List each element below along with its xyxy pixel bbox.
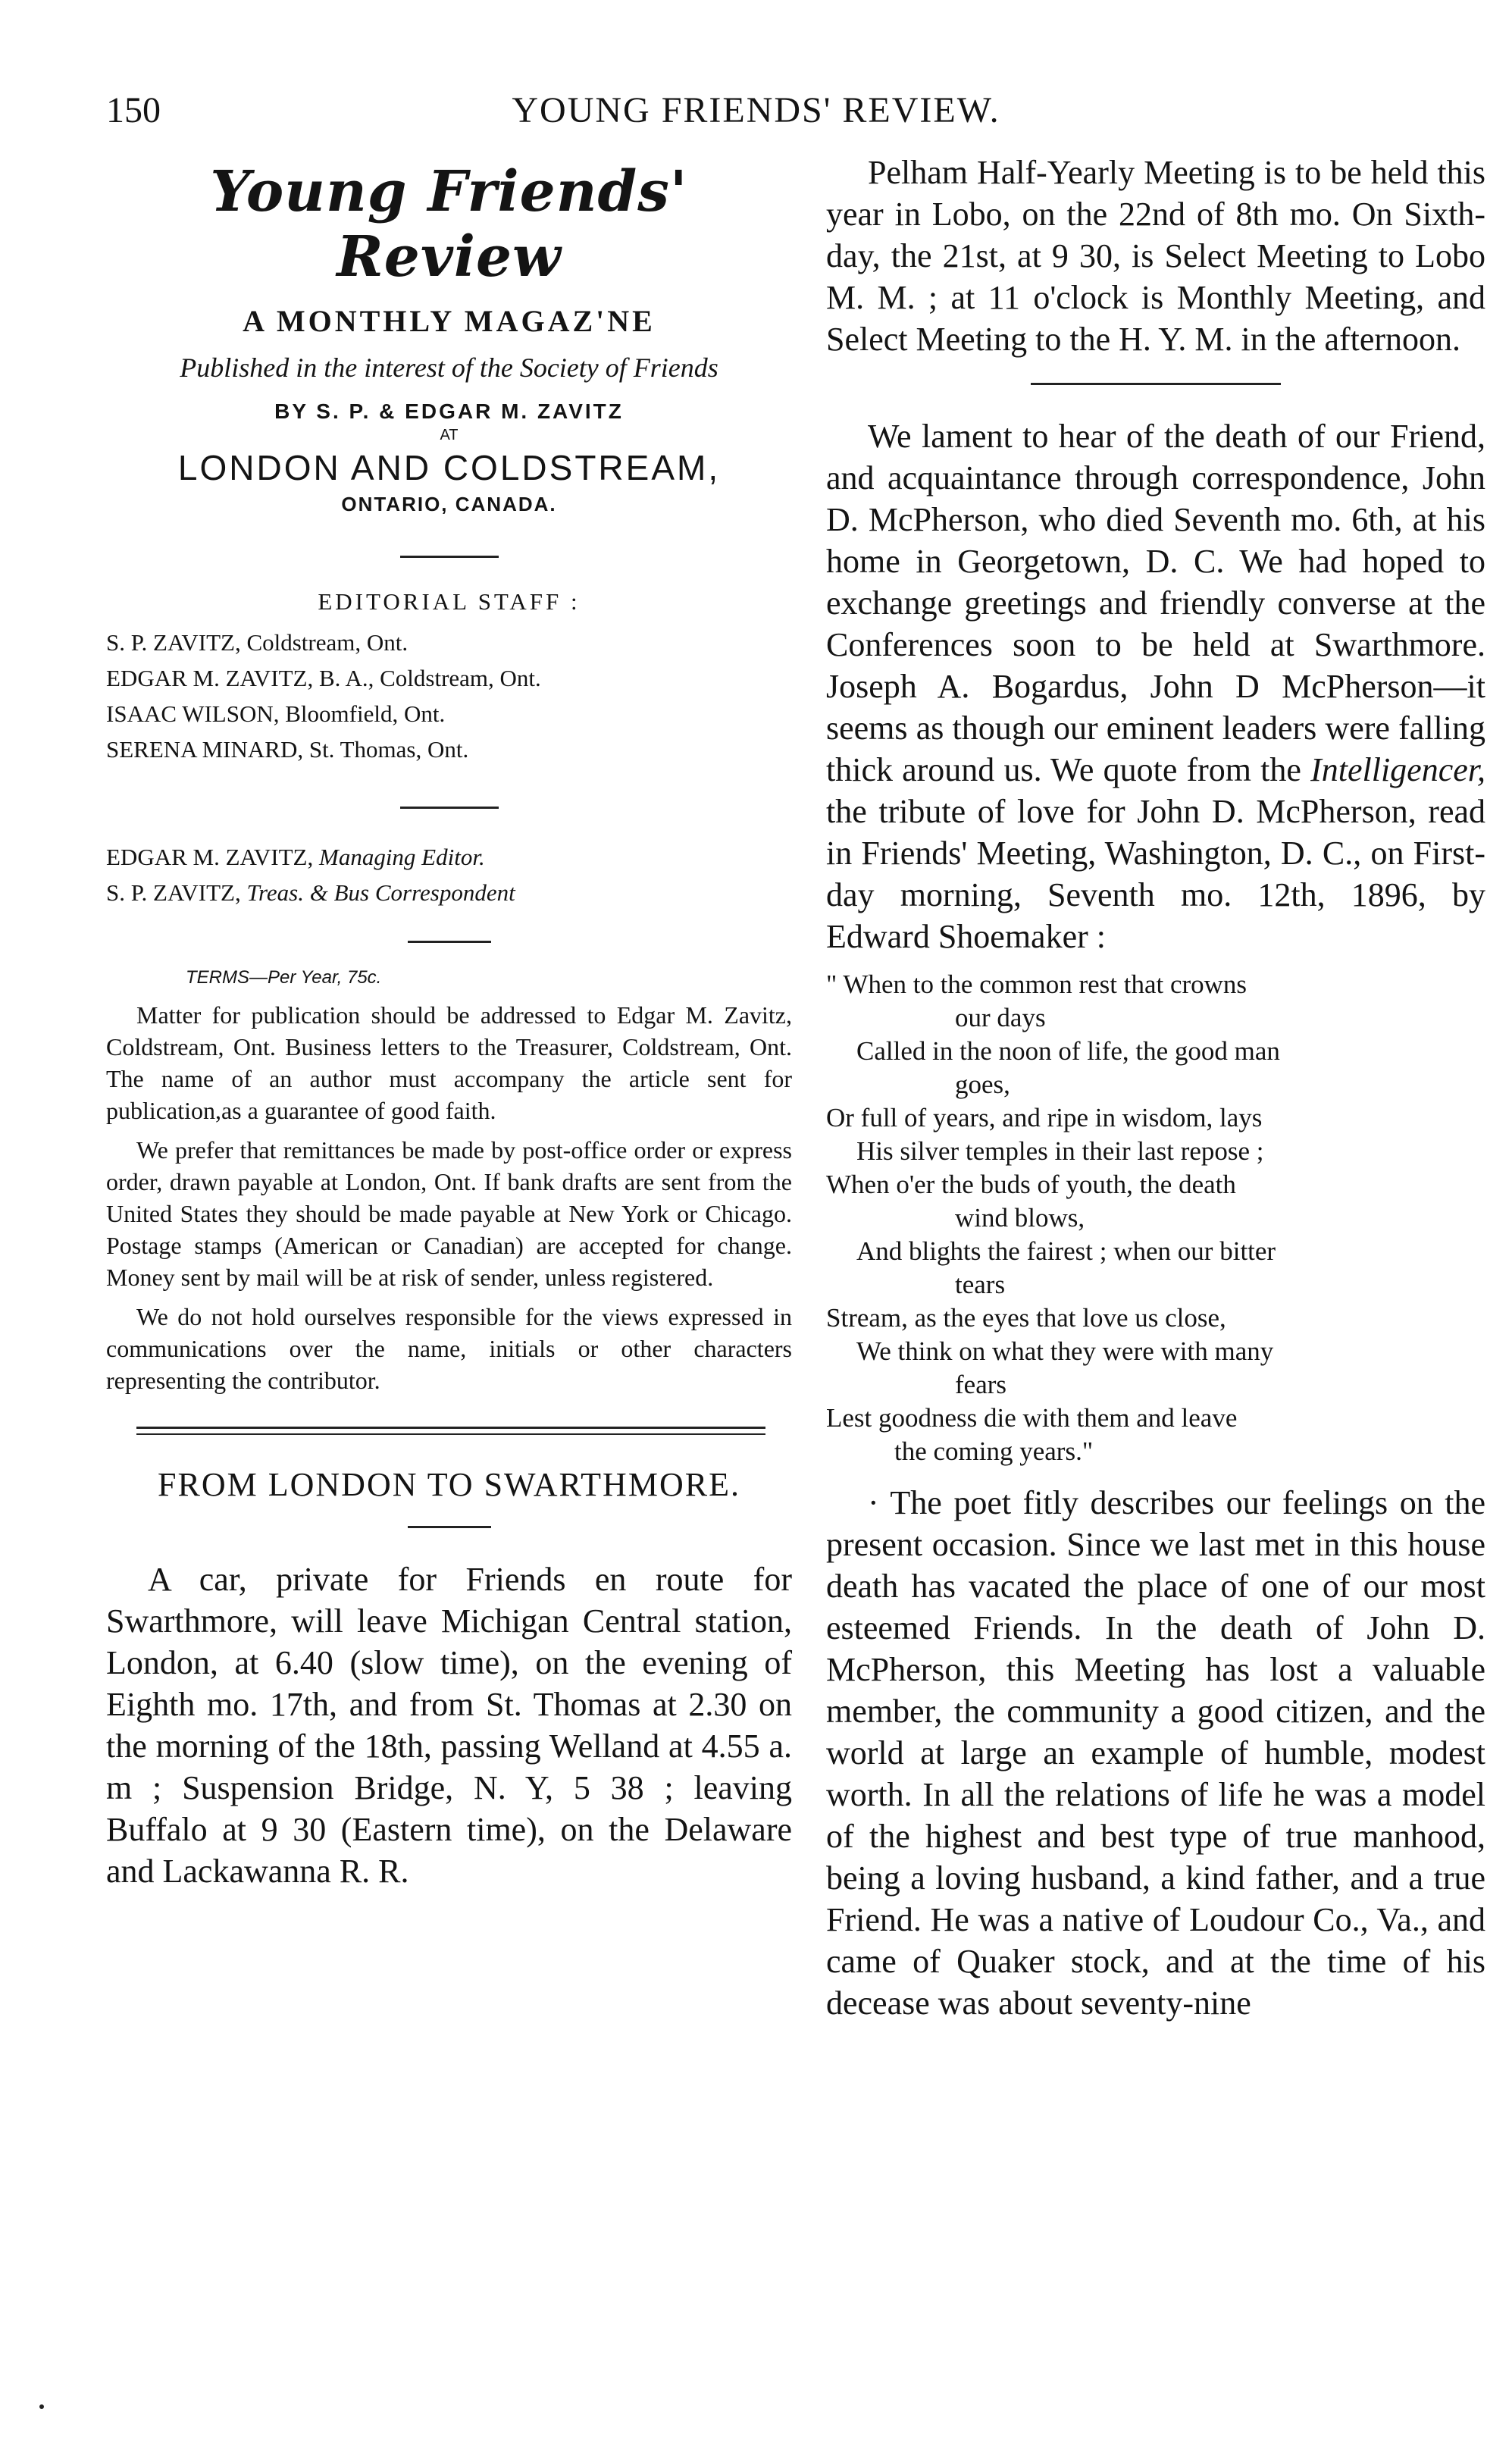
poem-line: And blights the fairest ; when our bitter — [856, 1236, 1276, 1266]
obituary-text-a: We lament to hear of the death of our Friend, and acquaintance through correspondence, John D. McPherson, who died Seventh mo. 6th, at his home in Georgetown, D. C. We had hoped to exchange greetings and friendly converse at the Conferences soon to be held at Swarthmore. Joseph A. Bogardus, John D McPherson—it seems as though our eminent leaders were falling thick around us. We quote from the — [826, 418, 1485, 788]
article-title: FROM LONDON TO SWARTHMORE. — [158, 1466, 740, 1503]
continuation-paragraph: · The poet fitly describes our feelings on the present occasion. Since we last met in this house death has vacated the place of one of our most esteemed Friends. In the death of John D. McPherson, this Meeting has lost a valuable member, the community a good citizen, and the world at large an example of humble, modest worth. In all the relations of life he was a model of the highest and best type of true manhood, being a loving husband, a kind father, and a true Friend. He was a native of Loudour Co., Va., and came of Quaker stock, and at the time of his decease was about seventy-nine — [826, 1484, 1485, 2022]
divider — [1031, 383, 1281, 385]
by-line: BY S. P. & EDGAR M. ZAVITZ — [274, 399, 624, 423]
obituary-paragraph — [826, 415, 1485, 957]
poem-line: When o'er the buds of youth, the death — [826, 1170, 1236, 1199]
poem-line: fears — [955, 1370, 1007, 1399]
page-mark — [39, 2404, 44, 2409]
staff-member: EDGAR M. ZAVITZ, B. A., Coldstream, Ont. — [106, 665, 541, 691]
staff-list — [106, 625, 792, 767]
poem-line: " When to the common rest that crowns — [826, 970, 1247, 999]
magazine-subtitle: A MONTHLY MAGAZ'NE — [243, 304, 656, 338]
divider — [400, 556, 499, 558]
obituary-text-b: the tribute of love for John D. McPherson, read in Friends' Meeting, Washington, D. C., on First-day morning, Seventh mo. 12th, 1896, by Edward Shoemaker : — [826, 793, 1485, 955]
poem-line: tears — [955, 1270, 1006, 1299]
double-divider — [136, 1427, 765, 1435]
pelham-paragraph: Pelham Half-Yearly Meeting is to be held this year in Lobo, on the 22nd of 8th mo. On Sixth-day, the 21st, at 9 30, is Select Meeting to Lobo M. M. ; at 11 o'clock is Monthly Meeting, and Select Meeting to the H. Y. M. in the afternoon. — [826, 154, 1485, 358]
article-paragraph: A car, private for Friends en route for Swarthmore, will leave Michigan Central station, London, at 6.40 (slow time), on the evening of Eighth mo. 17th, and from St. Thomas at 2.30 on the morning of the 18th, passing Welland at 4.55 a. m ; Suspension Bridge, N. Y, 5 38 ; leaving Buffalo at 9 30 (Eastern time), on the Delaware and Lackawanna R. R. — [106, 1561, 792, 1890]
intelligencer-title: Intelligencer, — [1310, 751, 1486, 788]
masthead-title: Young Friends' Review — [210, 159, 688, 290]
poem-line: goes, — [955, 1070, 1010, 1099]
staff-member: S. P. ZAVITZ, Coldstream, Ont. — [106, 629, 409, 656]
managing-block — [106, 839, 792, 910]
pelham-notice — [826, 152, 1485, 360]
article-body — [106, 1558, 792, 1892]
managing-name: EDGAR M. ZAVITZ, — [106, 844, 314, 870]
divider — [408, 1526, 491, 1528]
notice-paragraph: Matter for publication should be addressed to Edgar M. Zavitz, Coldstream, Ont. Business letters to the Treasurer, Coldstream, Ont. The name of an author must accompany the article sent for publication,as a guarantee of good faith. — [106, 1001, 792, 1124]
left-column — [106, 152, 792, 1892]
at-line: AT — [440, 427, 459, 443]
province-line: ONTARIO, CANADA. — [341, 493, 557, 515]
managing-role: Managing Editor. — [319, 844, 485, 870]
treasurer-name: S. P. ZAVITZ, — [106, 879, 241, 906]
terms-line: TERMS—Per Year, 75c. — [186, 967, 382, 988]
page-number: 150 — [106, 90, 161, 130]
poem-line: Stream, as the eyes that love us close, — [826, 1303, 1226, 1333]
running-title: YOUNG FRIENDS' REVIEW. — [512, 90, 1000, 130]
right-column — [826, 152, 1485, 2024]
place-line: LONDON AND COLDSTREAM, — [177, 448, 721, 487]
published-line: Published in the interest of the Society of Friends — [180, 352, 718, 383]
treasurer-role: Treas. & Bus Correspondent — [246, 879, 515, 906]
poem-line: wind blows, — [955, 1203, 1085, 1233]
editorial-heading: EDITORIAL STAFF : — [318, 588, 581, 615]
poem-line: Called in the noon of life, the good man — [856, 1036, 1280, 1066]
poem-line: the coming years." — [894, 1436, 1094, 1466]
divider — [400, 807, 499, 809]
staff-member: ISAAC WILSON, Bloomfield, Ont. — [106, 700, 446, 727]
poem-line: Lest goodness die with them and leave — [826, 1403, 1238, 1433]
poem-line: our days — [955, 1003, 1046, 1032]
notice-paragraph: We prefer that remittances be made by post-office order or express order, drawn payable at London, Ont. If bank drafts are sent from the United States they should be made payable at New York or Chicago. Postage stamps (American or Canadian) are accepted for change. Money sent by mail will be at risk of sender, unless registered. — [106, 1136, 792, 1291]
poem-line: His silver temples in their last repose ; — [856, 1136, 1264, 1166]
divider — [408, 941, 491, 943]
obituary — [826, 415, 1485, 957]
notices — [106, 999, 792, 1396]
page-header — [0, 89, 1512, 143]
staff-member: SERENA MINARD, St. Thomas, Ont. — [106, 736, 469, 763]
notice-paragraph: We do not hold ourselves responsible for the views expressed in communications over the name, initials or other characters representing the contributor. — [106, 1303, 792, 1394]
poem-line: Or full of years, and ripe in wisdom, lays — [826, 1103, 1263, 1132]
obituary-continuation — [826, 1482, 1485, 2024]
poem — [826, 968, 1485, 1468]
poem-line: We think on what they were with many — [856, 1336, 1274, 1366]
